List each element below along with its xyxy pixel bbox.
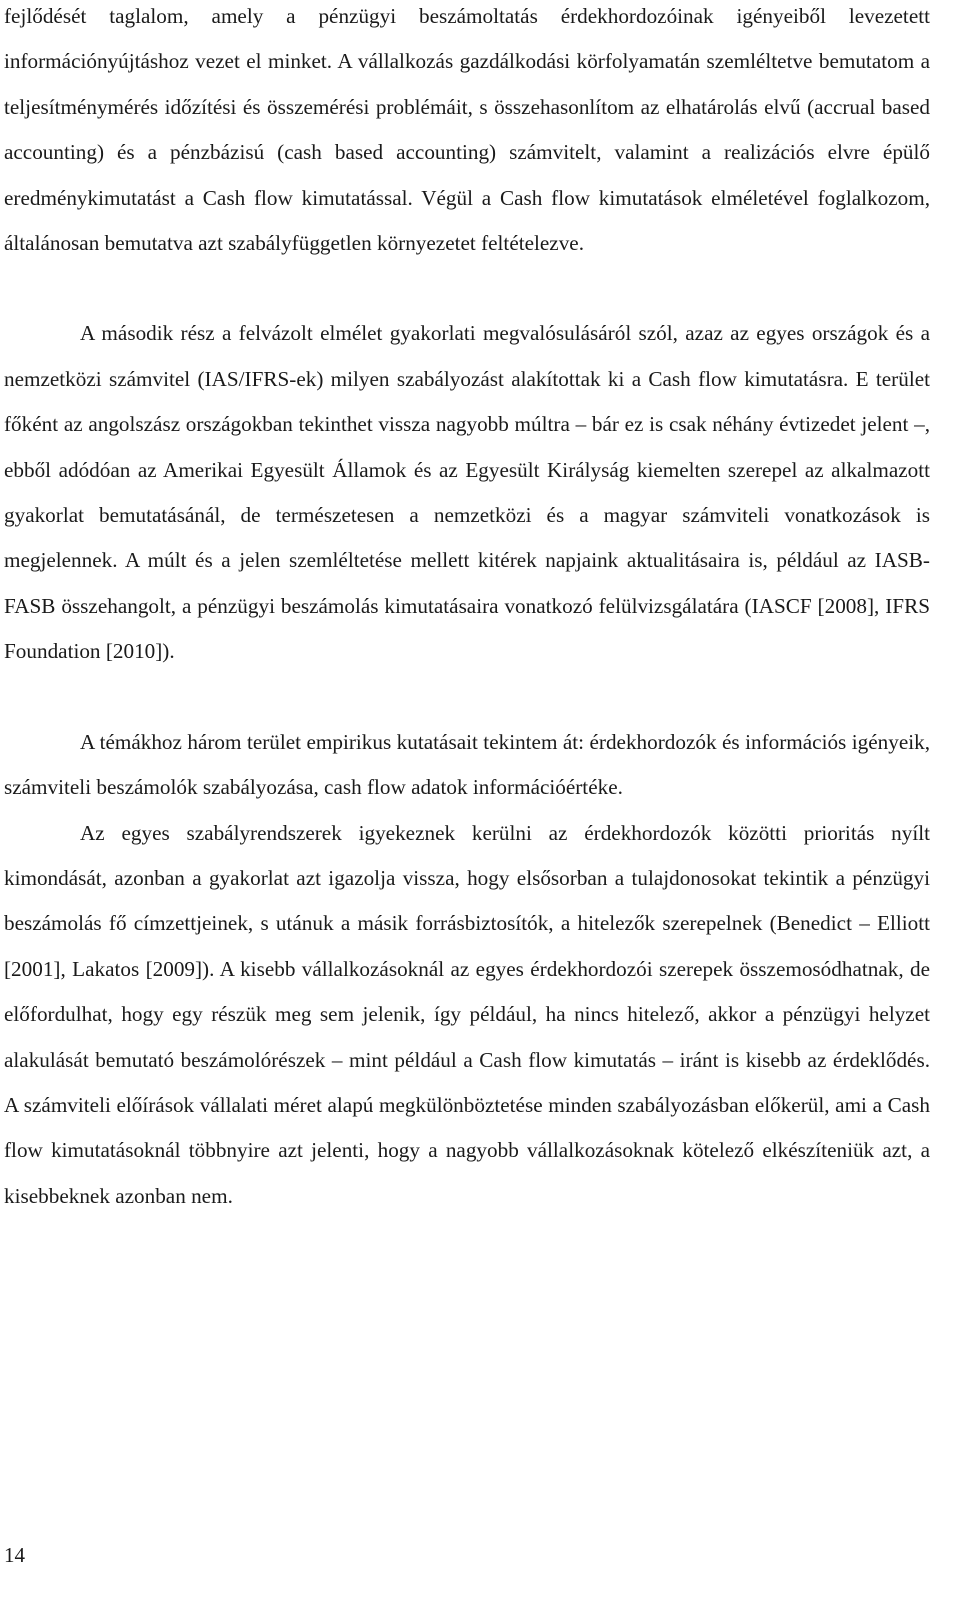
paragraph-continuation: fejlődését taglalom, amely a pénzügyi beszámoltatás érdekhordozóinak igényeiből levezetett információnyújtáshoz vezet el minket. A vállalkozás gazdálkodási körfolyamatán szemléltetve bemutatom a teljesítménymérés időzítési és összemérési problémáit, s összehasonlítom az elhatárolás elvű (accrual based accounting) és a pénzbázisú (cash based accounting) számvitelt, valamint a realizációs elvre épülő eredménykimutatást a Cash flow kimutatással. Végül a Cash flow kimutatások elméletével foglalkozom, általánosan bemutatva azt szabályfüggetlen környezetet feltételezve. — [4, 4, 930, 256]
paragraph-stakeholders: Az egyes szabályrendszerek igyekeznek kerülni az érdekhordozók közötti prioritás nyílt kimondását, azonban a gyakorlat azt igazolja vissza, hogy elsősorban a tulajdonosokat tekintik a pénzügyi beszámolás fő címzettjeinek, s utánuk a másik forrásbiztosítók, a hitelezők szerepelnek (Benedict – Elliott [2001], Lakatos [2009]). A kisebb vállalkozásoknál az egyes érdekhordozói szerepek összemosódhatnak, de előfordulhat, hogy egy részük meg sem jelenik, így például, ha nincs hitelező, akkor a pénzügyi helyzet alakulását bemutató beszámolórészek – mint például a Cash flow kimutatás – iránt is kisebb az érdeklődés. A számviteli előírások vállalati méret alapú megkülönböztetése minden szabályozásban előkerül, ami a Cash flow kimutatásoknál többnyire azt jelenti, hogy a nagyobb vállalkozásoknak kötelező elkészíteniük azt, a kisebbeknek azonban nem. — [4, 820, 930, 1208]
paragraph-spacer — [4, 675, 930, 720]
page-number: 14 — [4, 1543, 25, 1567]
document-page — [4, 0, 930, 1219]
paragraph-practice: A második rész a felvázolt elmélet gyakorlati megvalósulásáról szól, azaz az egyes országok és a nemzetközi számvitel (IAS/IFRS-ek) milyen szabályozást alakítottak ki a Cash flow kimutatásra. E terület főként az angolszász országokban tekinthet vissza nagyobb múltra – bár ez is csak néhány évtizedet jelent –, ebből adódóan az Amerikai Egyesült Államok és az Egyesült Királyság kiemelten szerepel az alkalmazott gyakorlat bemutatásánál, de természetesen a nemzetközi és a magyar számviteli vonatkozások is megjelennek. A múlt és a jelen szemléltetése mellett kitérek napjaink aktualitásaira is, például az IASB-FASB összehangolt, a pénzügyi beszámolás kimutatásaira vonatkozó felülvizsgálatára (IASCF [2008], IFRS Foundation [2010]). — [4, 321, 930, 664]
paragraph-empirical: A témákhoz három terület empirikus kutatásait tekintem át: érdekhordozók és információs igényeik, számviteli beszámolók szabályozása, cash flow adatok információértéke. — [4, 729, 930, 800]
paragraph-spacer — [4, 266, 930, 311]
